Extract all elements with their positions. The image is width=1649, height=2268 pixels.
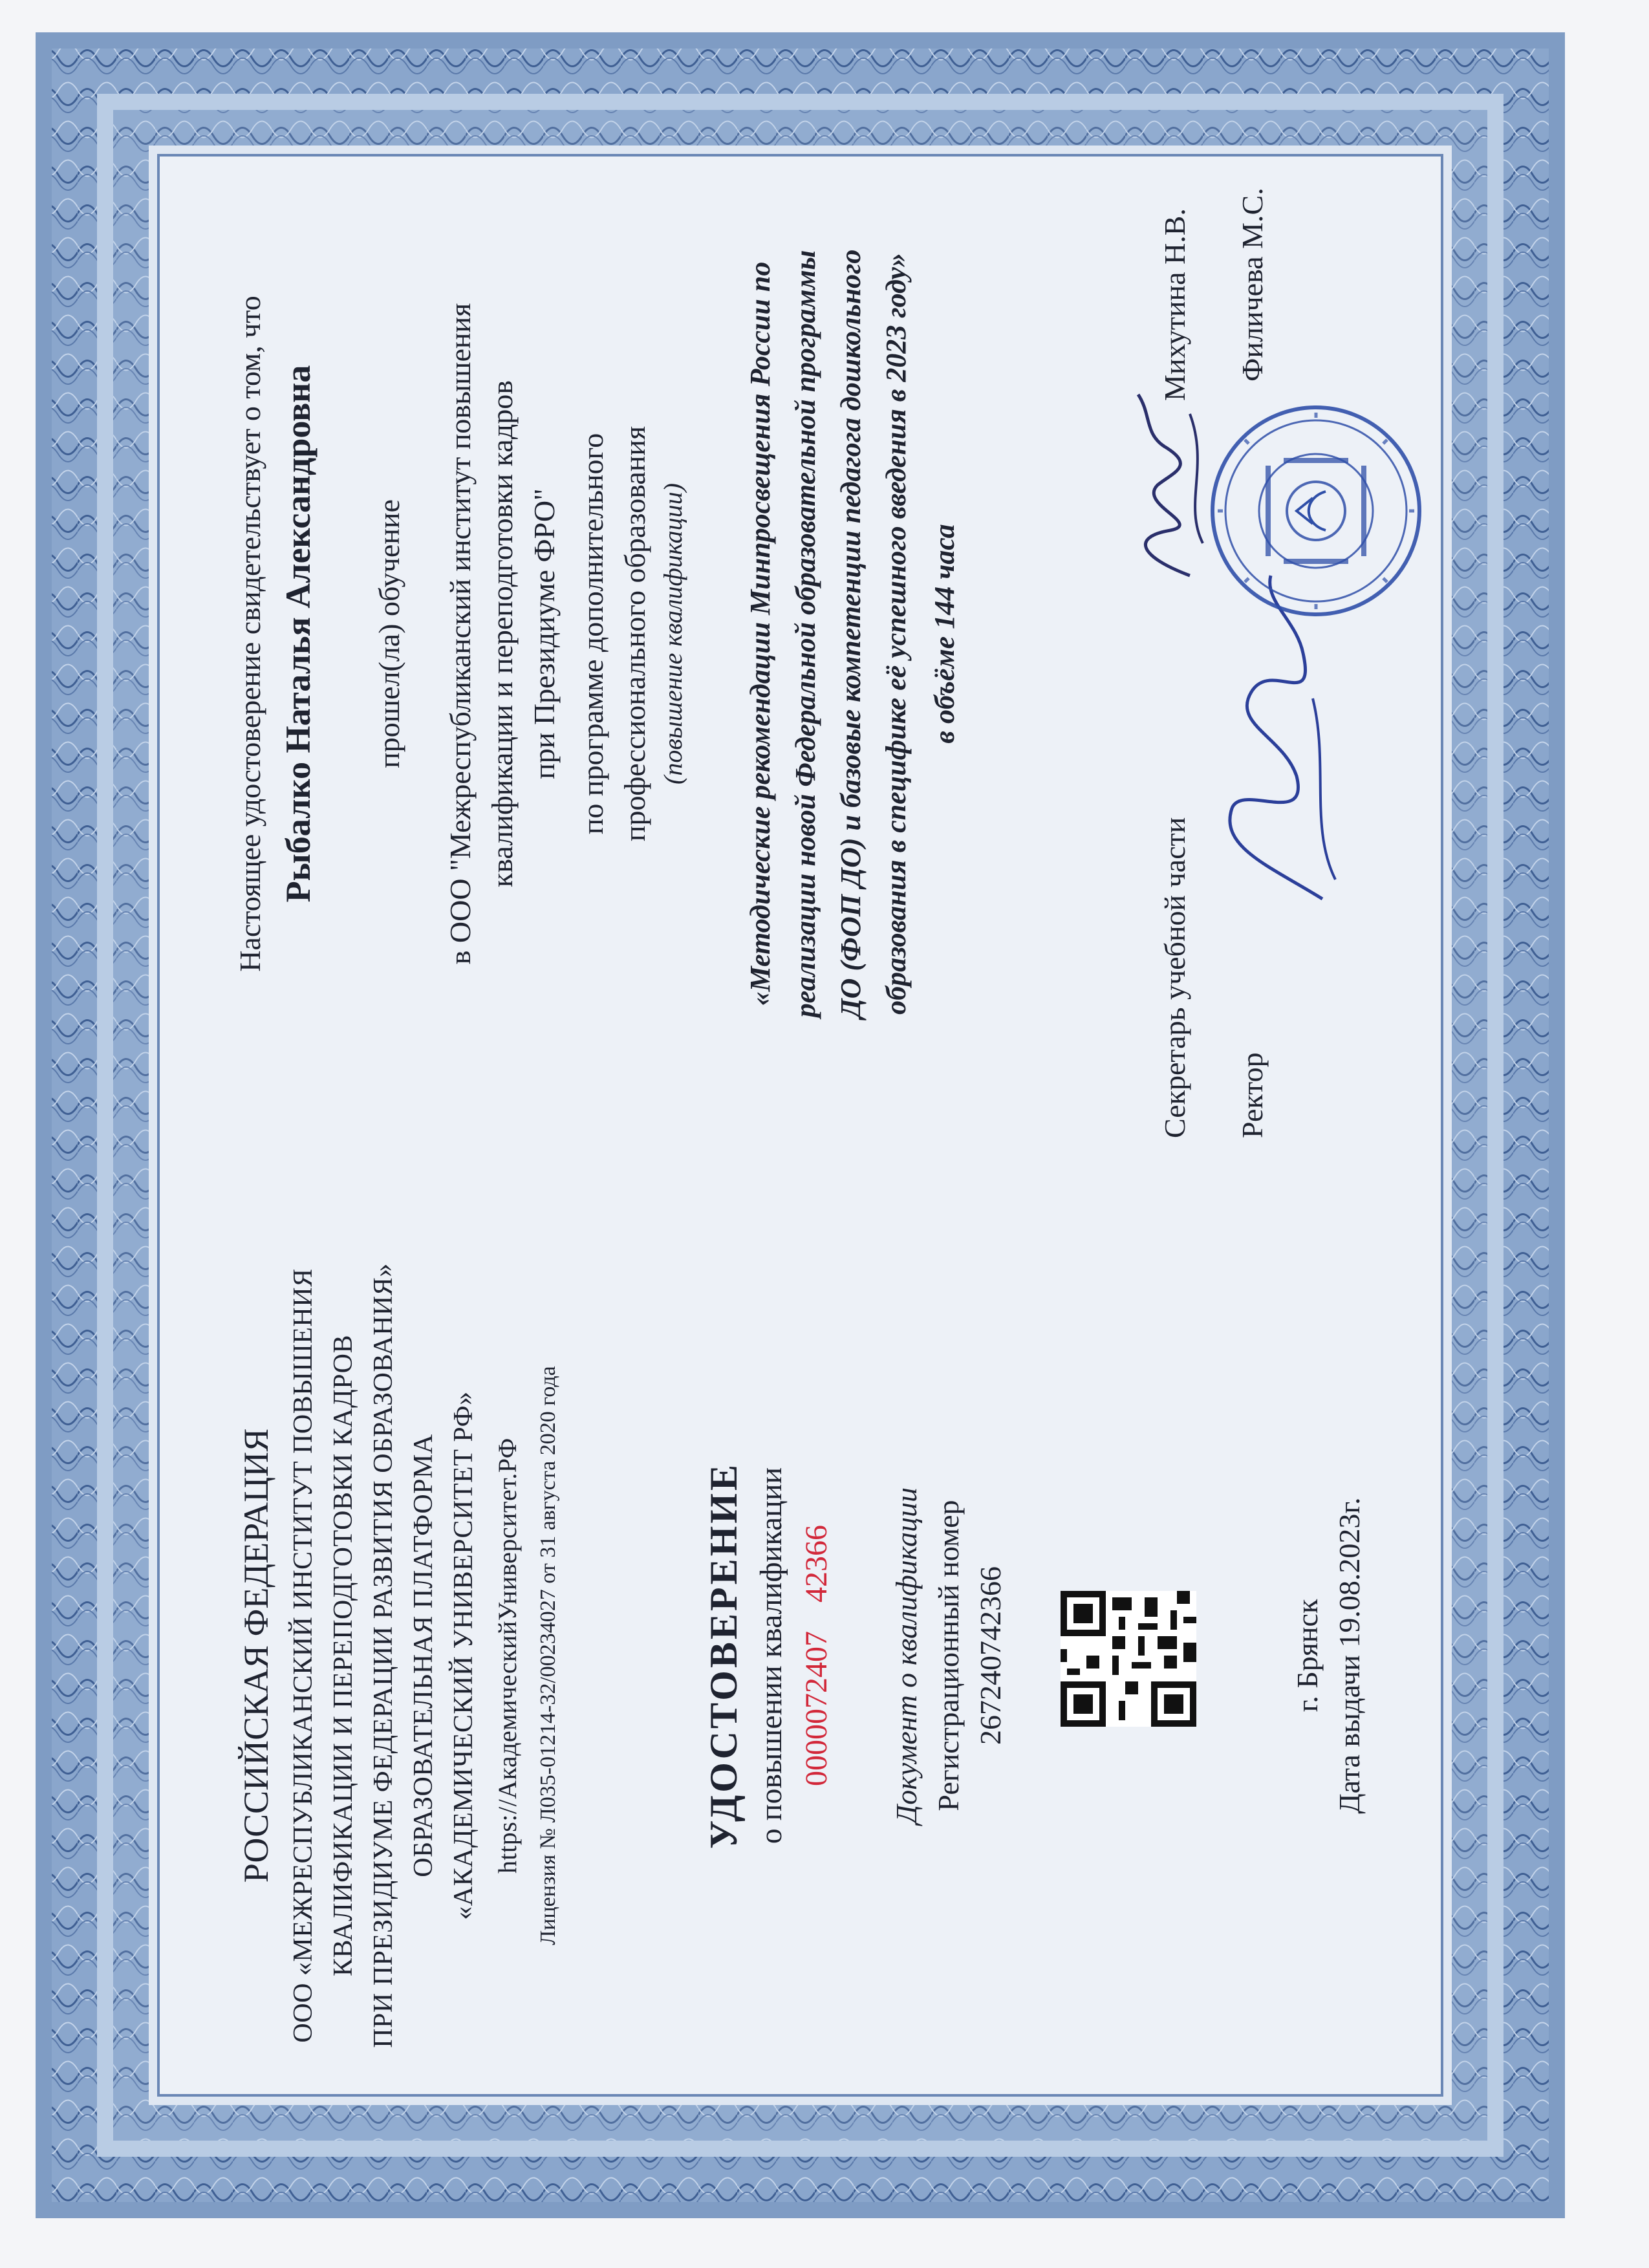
rector-name: Филичева М.С.	[1236, 188, 1269, 382]
org-line-1: ООО «МЕЖРЕСПУБЛИКАНСКИЙ ИНСТИТУТ ПОВЫШЕНИЯ	[288, 1268, 318, 2043]
program-type: (повышение квалификации)	[658, 483, 687, 784]
cover-panel	[158, 1164, 1497, 2147]
doc-title: УДОСТОВЕРЕНИЕ	[702, 1462, 745, 1849]
course-line-3: ДО (ФОП ДО) и базовые компетенции педагога дошкольного	[835, 249, 867, 1019]
website-url: https://АкадемическийУниверситет.РФ	[493, 1438, 522, 1874]
org-text-1: в ООО "Межреспубликанский институт повышения	[444, 303, 477, 965]
issue-date: Дата выдачи 19.08.2023г.	[1333, 1497, 1366, 1814]
org-line-3: ПРИ ПРЕЗИДИУМЕ ФЕДЕРАЦИИ РАЗВИТИЯ ОБРАЗОВАНИЯ»	[369, 1263, 398, 2048]
org-line-5: «АКАДЕМИЧЕСКИЙ УНИВЕРСИТЕТ РФ»	[449, 1391, 479, 1920]
program-text-1: по программе дополнительного	[576, 433, 609, 835]
number-id: 42366	[799, 1525, 834, 1603]
content-panel	[158, 116, 1497, 1151]
org-text-2: квалификации и переподготовки кадров	[486, 380, 519, 887]
program-text-2: профессионального образования	[618, 426, 651, 842]
certificate-content	[158, 116, 1497, 2147]
doc-number	[799, 1164, 834, 2147]
number-series: 0000072407	[799, 1631, 834, 1786]
secretary-name: Михутина Н.В.	[1158, 208, 1191, 401]
secretary-label: Секретарь учебной части	[1158, 817, 1191, 1138]
rector-label: Ректор	[1236, 1052, 1269, 1138]
intro-text: Настоящее удостоверение свидетельствует о том, что	[233, 296, 266, 972]
doc-subtitle: о повышении квалификации	[754, 1467, 788, 1844]
reg-number: 267240742366	[974, 1566, 1007, 1745]
city: г. Брянск	[1291, 1599, 1324, 1712]
country-name: РОССИЙСКАЯ ФЕДЕРАЦИЯ	[237, 1428, 275, 1883]
org-line-2: КВАЛИФИКАЦИИ И ПЕРЕПОДГОТОВКИ КАДРОВ	[329, 1335, 358, 1976]
course-line-2: реализации новой Федеральной образовательной программы	[790, 250, 821, 1018]
org-line-4: ОБРАЗОВАТЕЛЬНАЯ ПЛАТФОРМА	[409, 1434, 438, 1877]
org-text-3: при Президиуме ФРО"	[528, 488, 561, 779]
person-name: Рыбалко Наталья Александровна	[279, 365, 318, 903]
license-line: Лицензия № Л035-01214-32/00234027 от 31 августа 2020 года	[536, 1366, 560, 1945]
official-stamp	[1206, 401, 1426, 621]
course-line-4: образования в специфике её успешного введения в 2023 году»	[880, 253, 912, 1015]
qr-code-icon	[1061, 1591, 1196, 1727]
course-line-1: «Методические рекомендации Минпросвещения России по	[744, 261, 776, 1006]
reg-label: Регистрационный номер	[932, 1500, 965, 1811]
hours-text: в объёме 144 часа	[929, 524, 960, 744]
doc-type-note: Документ о квалификации	[890, 1487, 923, 1824]
completed-text: прошел(ла) обучение	[372, 499, 405, 768]
